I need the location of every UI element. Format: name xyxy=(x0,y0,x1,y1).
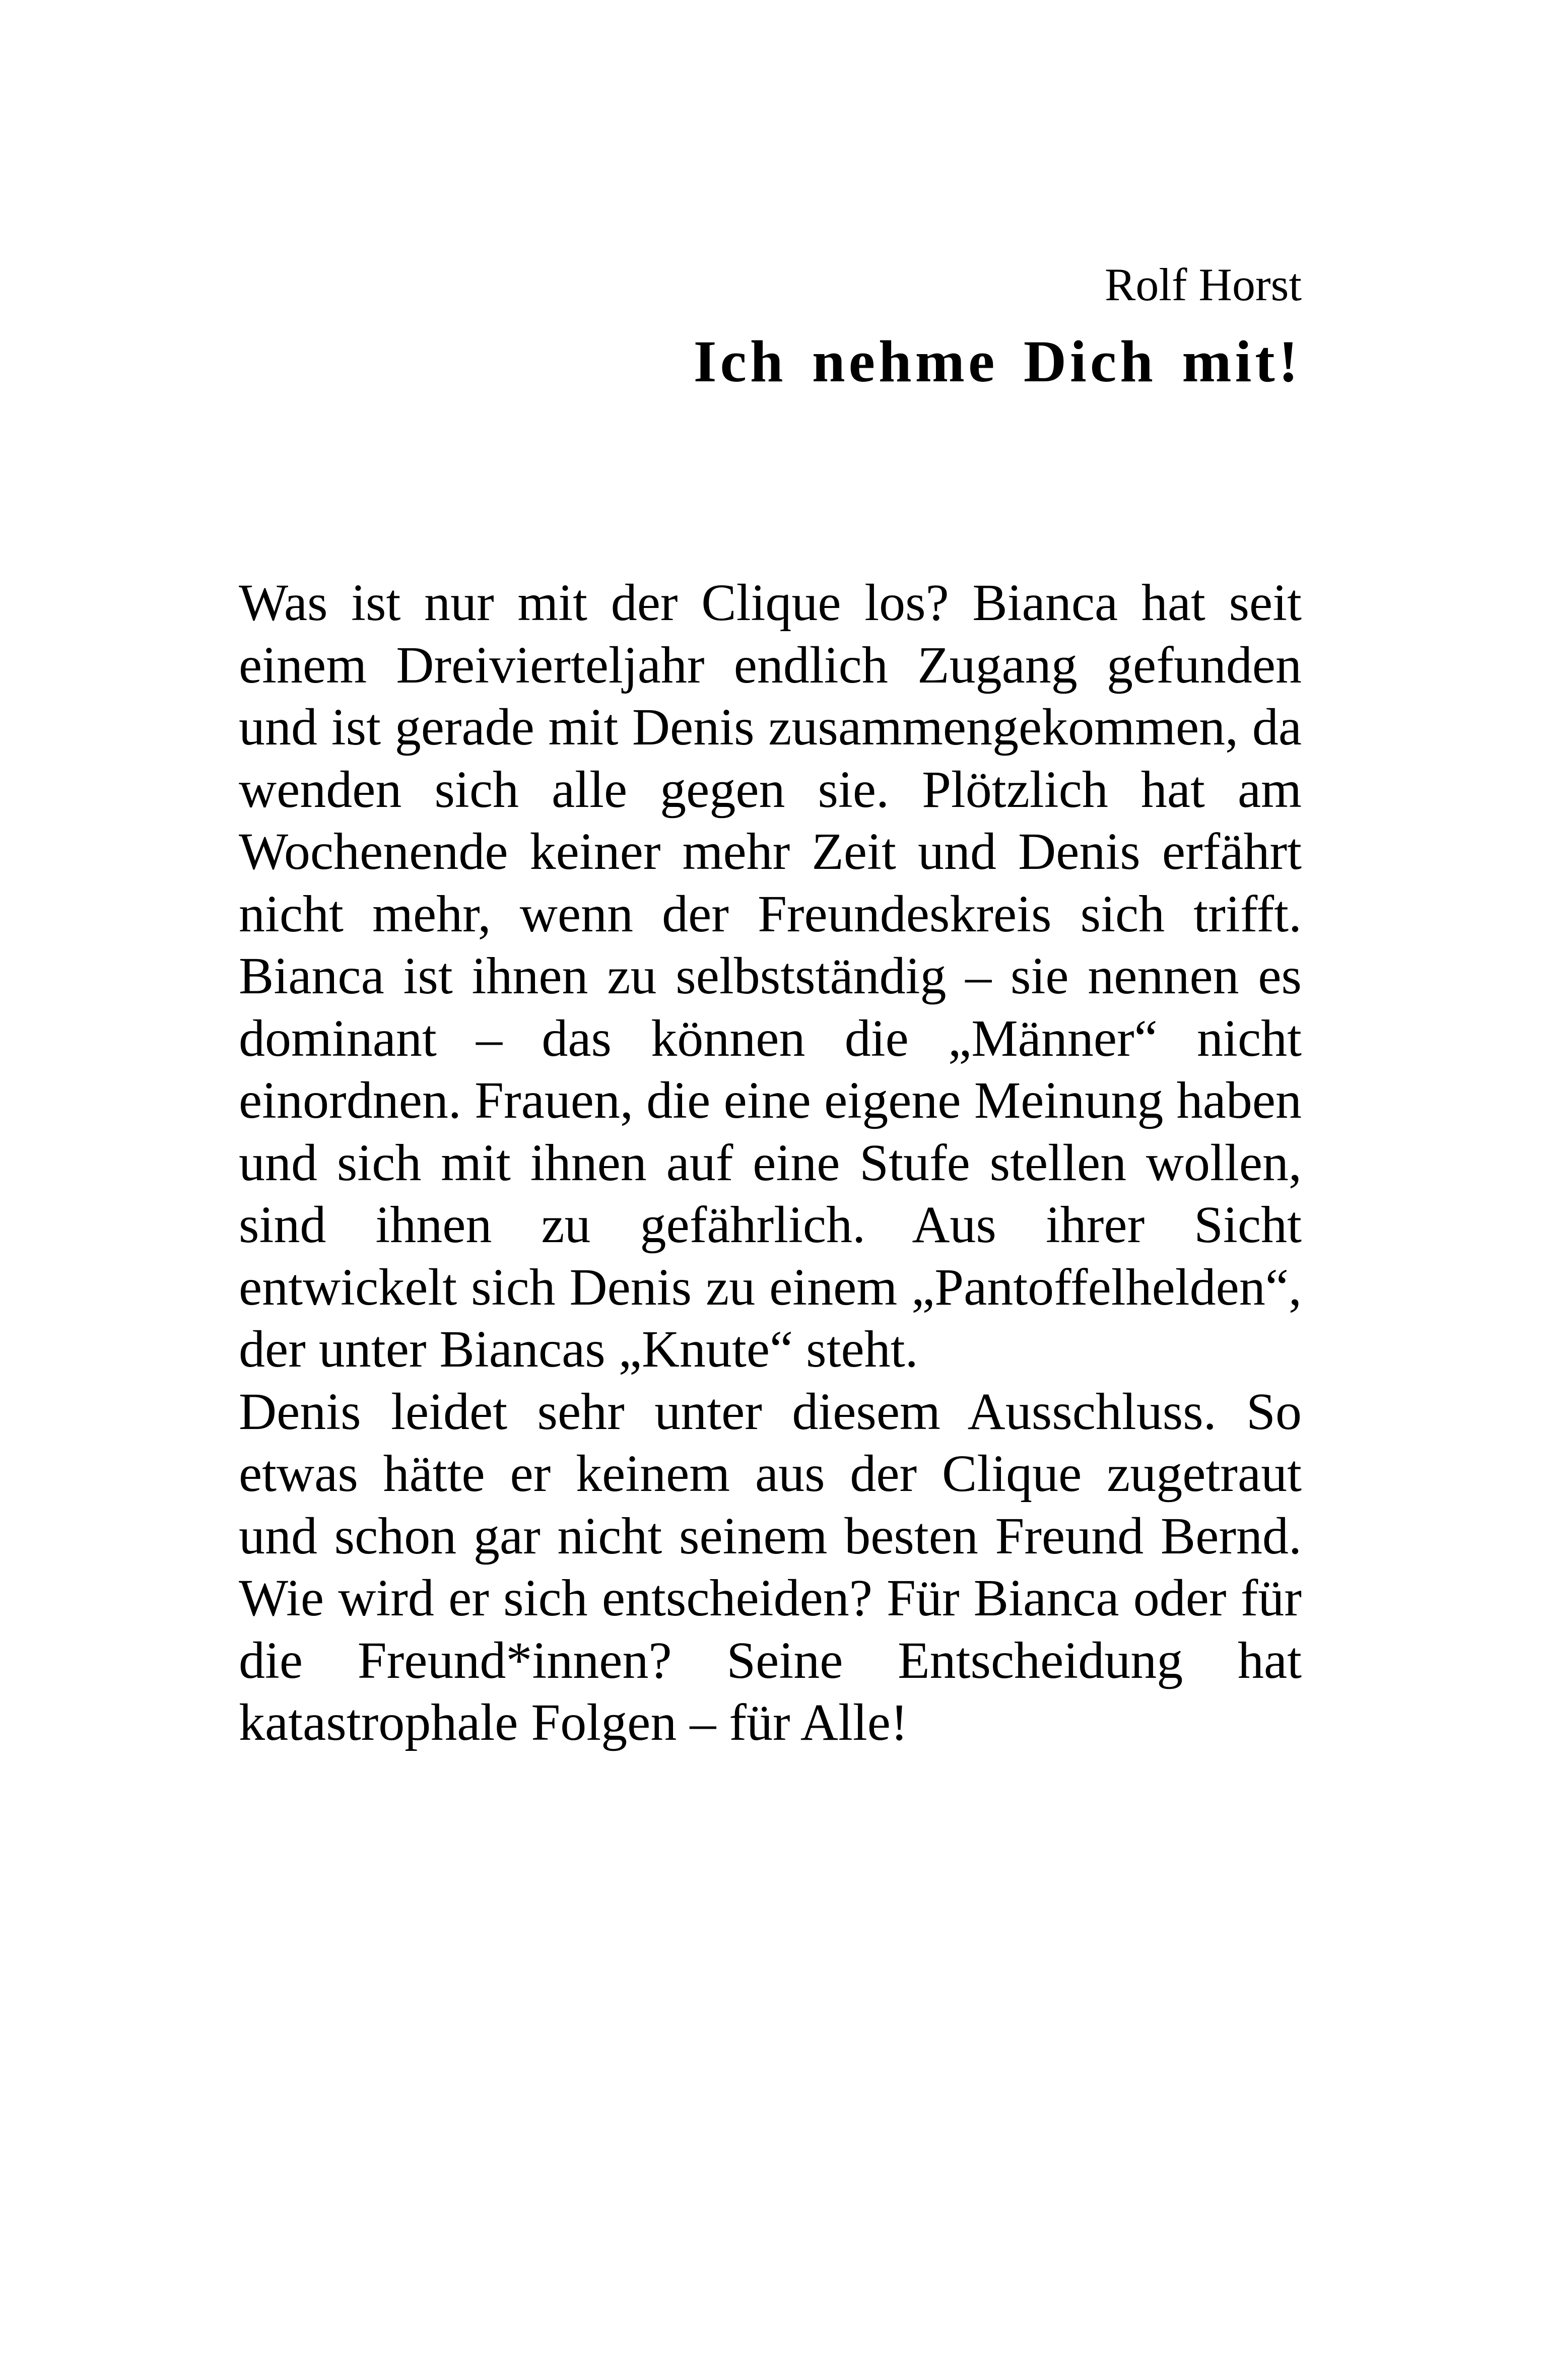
blurb-text xyxy=(239,572,1302,1754)
author-name: Rolf Horst xyxy=(1105,259,1302,310)
title-block xyxy=(239,252,1302,402)
book-title: Ich nehme Dich mit! xyxy=(693,328,1302,394)
blurb-paragraph-1: Was ist nur mit der Clique los? Bianca hat seit einem Dreivierteljahr endlich Zugang gefunden und ist gerade mit Denis zusammengekommen, da wenden sich alle gegen sie. Plötzlich hat am Wochenende keiner mehr Zeit und Denis erfährt nicht mehr, wenn der Freundeskreis sich trifft. Bianca ist ihnen zu selbstständig – sie nennen es dominant – das können die „Männer“ nicht einordnen. Frauen, die eine eigene Meinung haben und sich mit ihnen auf eine Stufe stellen wollen, sind ihnen zu gefährlich. Aus ihrer Sicht entwickelt sich Denis zu einem „Pantoffelhelden“, der unter Biancas „Knute“ steht. xyxy=(239,574,1302,1378)
blurb-paragraph-2: Denis leidet sehr unter diesem Ausschluss. So etwas hätte er keinem aus der Clique zugetraut und schon gar nicht seinem besten Freund Bernd. Wie wird er sich entscheiden? Für Bianca oder für die Freund*innen? Seine Entscheidung hat katastrophale Folgen – für Alle! xyxy=(239,1382,1302,1751)
